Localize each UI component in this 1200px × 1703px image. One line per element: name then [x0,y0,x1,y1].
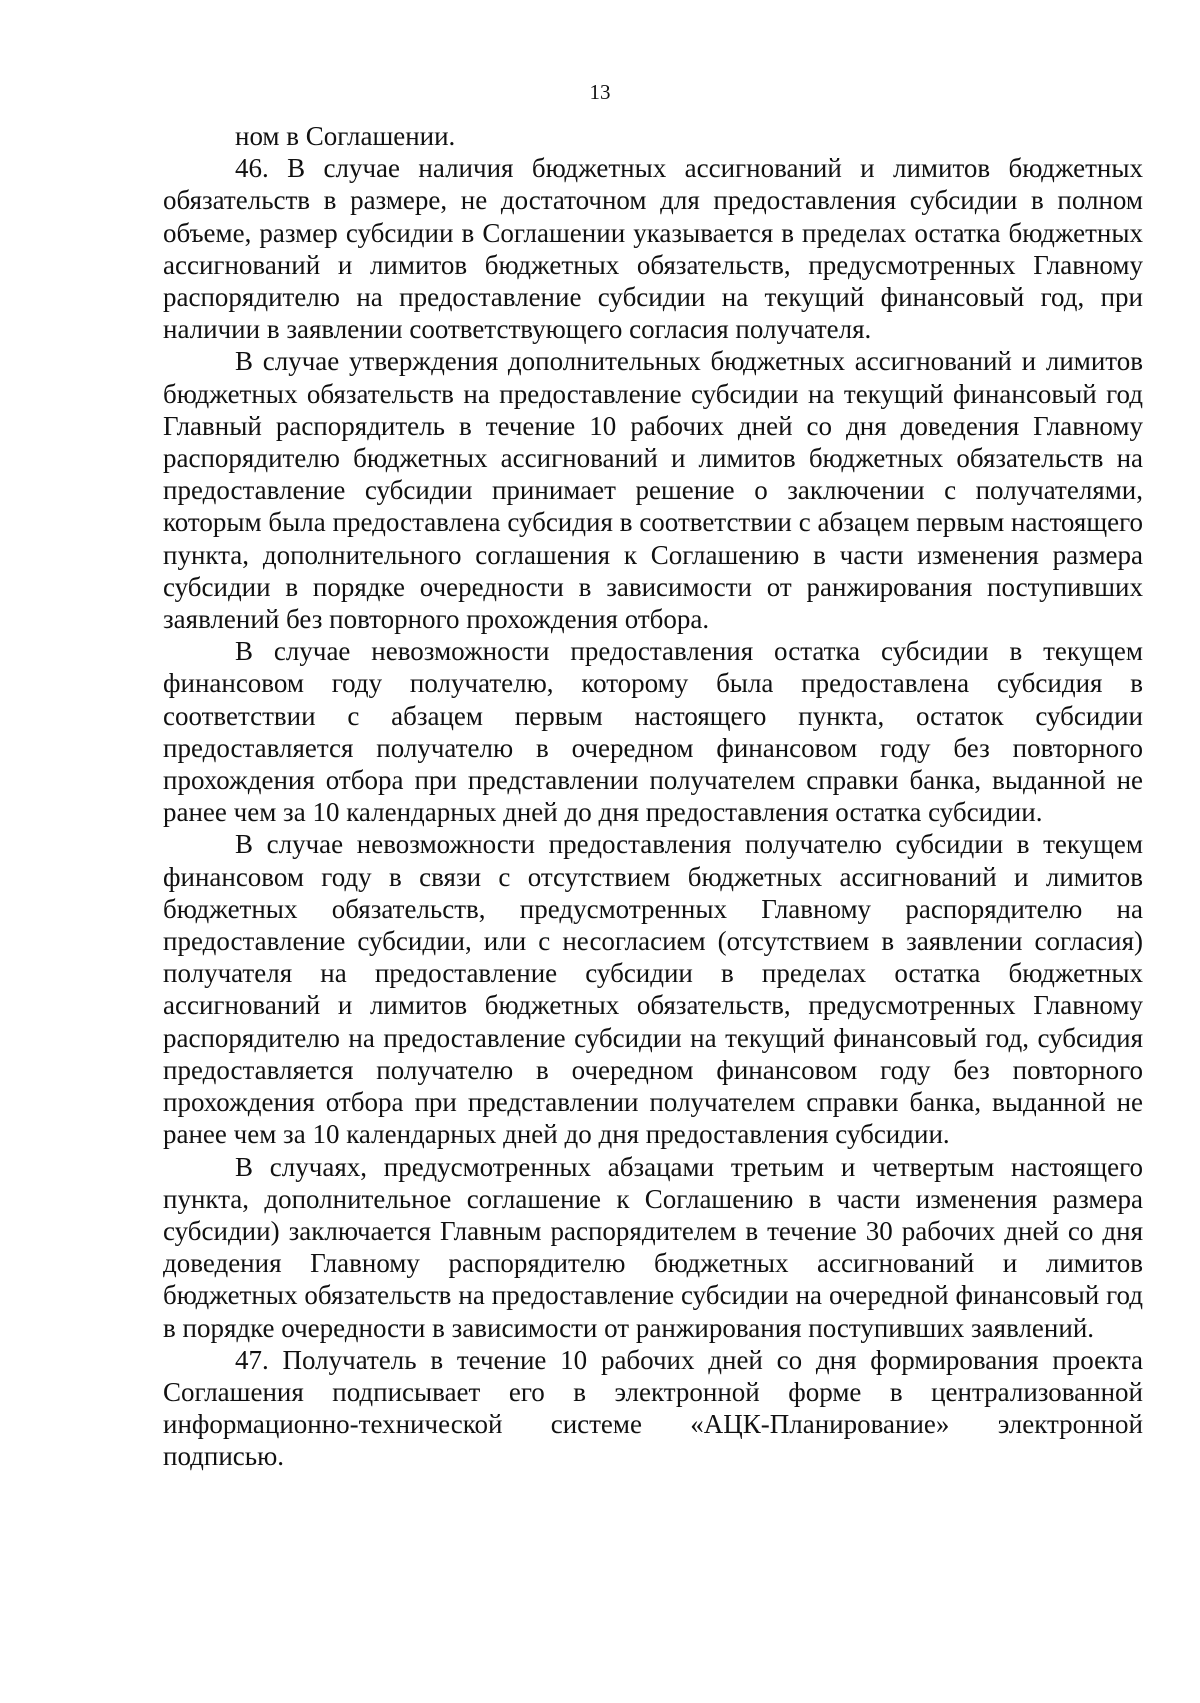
paragraph-additional-allocations: В случае утверждения дополнительных бюджетных ассигнований и лимитов бюджетных обязательств на предоставление субсидии на текущий финансовый год Главный распорядитель в течение 10 рабочих дней со дня доведения Главному распорядителю бюджетных ассигнований и лимитов бюджетных обязательств на предоставление субсидии принимает решение о заключении с получателями, которым была предоставлена субсидия в соответствии с абзацем первым настоящего пункта, дополнительного соглашения к Соглашению в части изменения размера субсидии в порядке очередности в зависимости от ранжирования поступивших заявлений без повторного прохождения отбора. [163,346,1143,635]
paragraph-additional-agreement: В случаях, предусмотренных абзацами третьим и четвертым настоящего пункта, дополнительное соглашение к Соглашению в части изменения размера субсидии) заключается Главным распорядителем в течение 30 рабочих дней со дня доведения Главному распорядителю бюджетных ассигнований и лимитов бюджетных обязательств на предоставление субсидии на очередной финансовый год в порядке очередности в зависимости от ранжирования поступивших заявлений. [163,1151,1143,1343]
document-body [163,120,1143,1473]
page-number: 13 [589,80,611,104]
paragraph-continuation: ном в Соглашении. [235,121,456,151]
paragraph-remaining-subsidy: В случае невозможности предоставления остатка субсидии в текущем финансовом году получателю, которому была предоставлена субсидия в соответствии с абзацем первым настоящего пункта, остаток субсидии предоставляется получателю в очередном финансовом году без повторного прохождения отбора при представлении получателем справки банка, выданной не ранее чем за 10 календарных дней до дня предоставления остатка субсидии. [163,636,1143,828]
paragraph-clause-46: 46. В случае наличия бюджетных ассигнований и лимитов бюджетных обязательств в размере, не достаточном для предоставления субсидии в полном объеме, размер субсидии в Соглашении указывается в пределах остатка бюджетных ассигнований и лимитов бюджетных обязательств, предусмотренных Главному распорядителю на предоставление субсидии на текущий финансовый год, при наличии в заявлении соответствующего согласия получателя. [163,153,1143,345]
paragraph-next-financial-year: В случае невозможности предоставления получателю субсидии в текущем финансовом году в связи с отсутствием бюджетных ассигнований и лимитов бюджетных обязательств, предусмотренных Главному распорядителю на предоставление субсидии, или с несогласием (отсутствием в заявлении согласия) получателя на предоставление субсидии в пределах остатка бюджетных ассигнований и лимитов бюджетных обязательств, предусмотренных Главному распорядителю на предоставление субсидии на текущий финансовый год, субсидия предоставляется получателю в очередном финансовом году без повторного прохождения отбора при представлении получателем справки банка, выданной не ранее чем за 10 календарных дней до дня предоставления субсидии. [163,829,1143,1150]
paragraph-clause-47: 47. Получатель в течение 10 рабочих дней со дня формирования проекта Соглашения подписывает его в электронной форме в централизованной информационно-технической системе «АЦК-Планирование» электронной подписью. [163,1344,1143,1472]
